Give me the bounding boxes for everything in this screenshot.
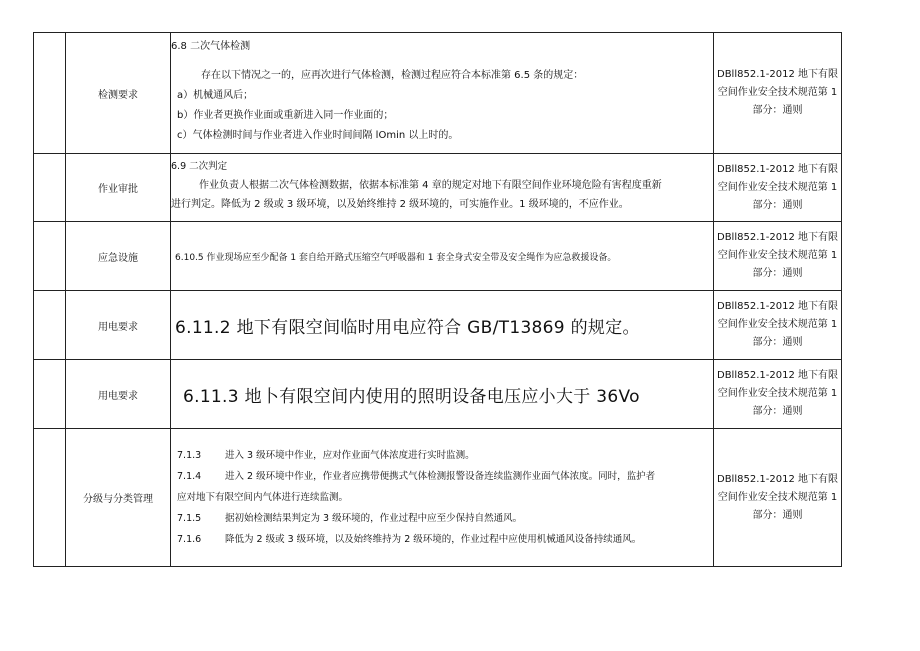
- clause-item: [171, 529, 713, 550]
- clause-number: 7.1.5: [177, 513, 202, 524]
- clause-item: b）作业者更换作业面或重新进入同一作业面的；: [177, 110, 394, 121]
- reference-cell: DBll852.1-2012 地下有限空间作业安全技术规范第 1 部分：通则: [714, 222, 842, 291]
- clause-text: 6.11.2 地下有限空间临时用电应符合 GB/T13869 的规定。: [175, 317, 640, 338]
- clause-text: 据初始检测结果判定为 3 级环境的，作业过程中应至少保持自然通风。: [225, 513, 523, 524]
- requirement-cell: [171, 429, 714, 567]
- table-row: [34, 154, 842, 222]
- blank-cell: [34, 291, 66, 360]
- table-row: [34, 222, 842, 291]
- specification-table: [33, 32, 842, 567]
- reference-cell: DBll852.1-2012 地下有限空间作业安全技术规范第 1 部分：通则: [714, 291, 842, 360]
- clause-item: [171, 508, 713, 529]
- blank-cell: [34, 33, 66, 154]
- blank-cell: [34, 360, 66, 429]
- category-cell: 分级与分类管理: [66, 429, 171, 567]
- clause-text: 作业负责人根据二次气体检测数据，依据本标准第 4 章的规定对地下有限空间作业环境危险有害程度重新: [199, 180, 662, 191]
- clause-item: [171, 487, 713, 508]
- blank-cell: [34, 429, 66, 567]
- reference-cell: DBll852.1-2012 地下有限空间作业安全技术规范第 1 部分：通则: [714, 360, 842, 429]
- clause-title: 6.8 二次气体检测: [171, 41, 251, 52]
- reference-cell: DBll852.1-2012 地下有限空间作业安全技术规范第 1 部分：通则: [714, 429, 842, 567]
- clause-item: c）气体检测时间与作业者进入作业时间间隔 lOmin 以上时的。: [177, 130, 459, 141]
- category-cell: 用电要求: [66, 291, 171, 360]
- category-cell: 作业审批: [66, 154, 171, 222]
- clause-number: 7.1.3: [177, 450, 202, 461]
- clause-text: 应对地下有限空间内气体进行连续监测。: [177, 492, 349, 503]
- reference-cell: DBll852.1-2012 地下有限空间作业安全技术规范第 1 部分：通则: [714, 33, 842, 154]
- table-row: [34, 33, 842, 154]
- clause-text: 进入 3 级环境中作业，应对作业面气体浓度进行实时监测。: [225, 450, 475, 461]
- clause-item: a）机械通风后；: [177, 90, 254, 101]
- table-row: [34, 429, 842, 567]
- category-cell: 检测要求: [66, 33, 171, 154]
- category-cell: 用电要求: [66, 360, 171, 429]
- requirement-cell: [171, 154, 714, 222]
- clause-item: [171, 466, 713, 487]
- blank-cell: [34, 222, 66, 291]
- requirement-cell: [171, 291, 714, 360]
- table-row: [34, 360, 842, 429]
- blank-cell: [34, 154, 66, 222]
- table-row: [34, 291, 842, 360]
- clause-item: [171, 445, 713, 466]
- category-cell: 应急设施: [66, 222, 171, 291]
- clause-text: 6.11.3 地卜有限空间内使用的照明设备电压应小大于 36Vo: [183, 386, 640, 407]
- clause-text: 6.10.5 作业现场应至少配备 1 套自给开路式压缩空气呼吸器和 1 套全身式安全带及安全绳作为应急救援设备。: [175, 252, 617, 263]
- clause-text: 进入 2 级环境中作业，作业者应携带便携式气体检测报警设备连续监测作业面气体浓度。同时，监护者: [225, 471, 656, 482]
- clause-text: 进行判定。降低为 2 级或 3 级环境，以及始终维持 2 级环境的，可实施作业。1 级环境的，不应作业。: [171, 199, 629, 210]
- reference-cell: DBll852.1-2012 地下有限空间作业安全技术规范第 1 部分：通则: [714, 154, 842, 222]
- requirement-cell: [171, 222, 714, 291]
- clause-number: 7.1.4: [177, 471, 202, 482]
- requirement-cell: [171, 33, 714, 154]
- clause-number: 7.1.6: [177, 534, 202, 545]
- requirement-cell: [171, 360, 714, 429]
- clause-title: 6.9 二次判定: [171, 161, 228, 172]
- clause-text: 降低为 2 级或 3 级环境，以及始终维持为 2 级环境的，作业过程中应使用机械通风设备持续通风。: [225, 534, 642, 545]
- clause-text: 存在以下情况之一的，应再次进行气体检测，检测过程应符合本标准第 6.5 条的规定：: [201, 70, 584, 81]
